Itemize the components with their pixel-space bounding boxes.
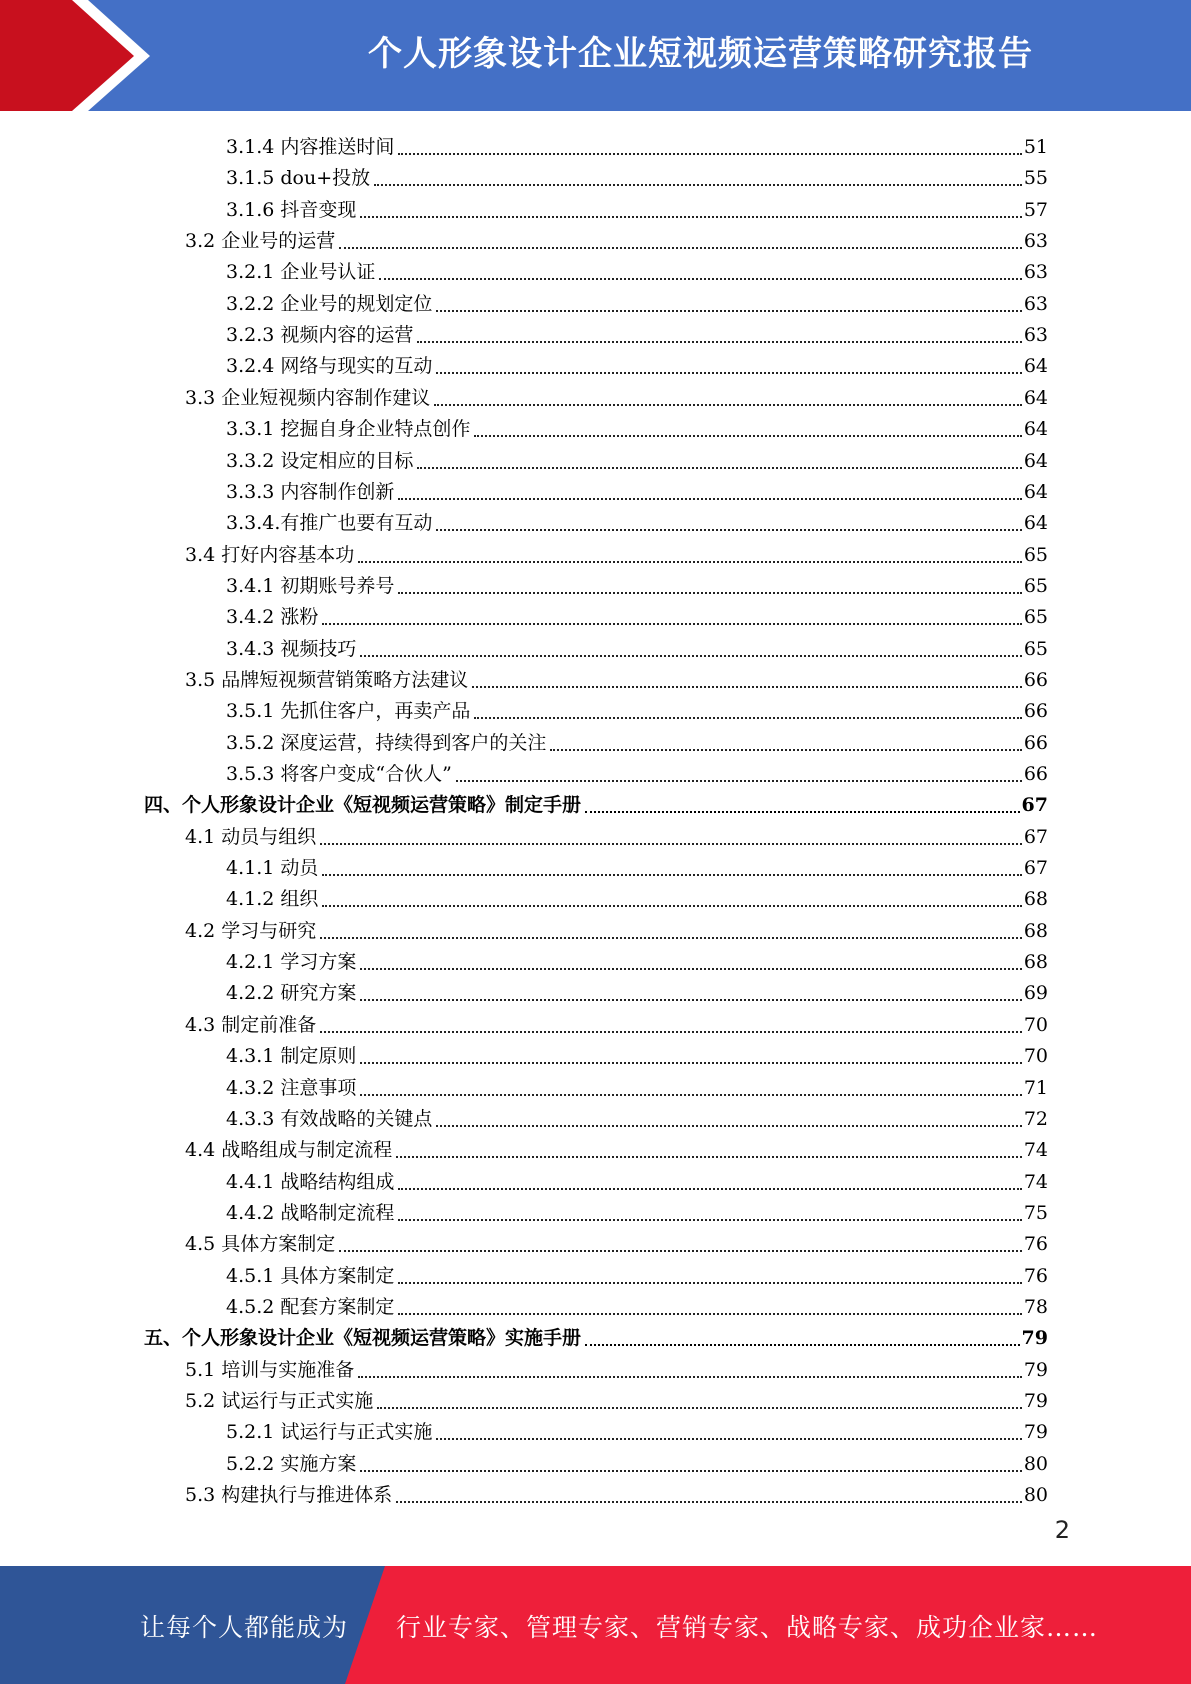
toc-leader-dots	[398, 139, 1021, 155]
toc-entry-label: 3.2.3 视频内容的运营	[226, 324, 414, 347]
toc-entry-label: 4.5.1 具体方案制定	[226, 1264, 395, 1287]
toc-entry-label: 3.3.4.有推广也要有互动	[226, 512, 433, 535]
toc-entry[interactable]	[226, 128, 1048, 159]
toc-entry-label: 3.2 企业号的运营	[185, 230, 336, 253]
toc-entry[interactable]	[226, 1163, 1048, 1194]
footer-banner	[0, 1566, 1191, 1684]
toc-entry[interactable]	[185, 536, 1048, 567]
toc-entry-label: 3.3.1 挖掘自身企业特点创作	[226, 418, 471, 441]
toc-entry-page: 63	[1023, 324, 1048, 347]
toc-entry-label: 3.3 企业短视频内容制作建议	[185, 386, 431, 409]
toc-entry-page: 64	[1023, 386, 1048, 409]
toc-entry-page: 64	[1023, 418, 1048, 441]
toc-entry-label: 3.5.3 将客户变成“合伙人”	[226, 763, 452, 785]
toc-leader-dots	[339, 1236, 1022, 1252]
toc-entry-page: 70	[1023, 1013, 1048, 1036]
toc-entry-page: 74	[1023, 1170, 1048, 1193]
toc-entry[interactable]	[185, 1006, 1048, 1037]
toc-entry-label: 四、个人形象设计企业《短视频运营策略》制定手册	[144, 794, 582, 817]
toc-entry-label: 3.4.3 视频技巧	[226, 637, 357, 660]
toc-leader-dots	[320, 1017, 1022, 1033]
toc-entry-page: 72	[1023, 1107, 1048, 1130]
toc-leader-dots	[360, 1456, 1021, 1472]
toc-entry-label: 3.4 打好内容基本功	[185, 543, 355, 566]
toc-entry[interactable]	[226, 1288, 1048, 1319]
toc-entry[interactable]	[226, 253, 1048, 284]
toc-entry[interactable]	[185, 1382, 1048, 1413]
toc-entry[interactable]	[226, 285, 1048, 316]
toc-entry[interactable]	[226, 1069, 1048, 1100]
toc-entry-page: 79	[1023, 1390, 1048, 1412]
toc-leader-dots	[550, 735, 1021, 751]
toc-entry[interactable]	[185, 1225, 1048, 1256]
toc-entry-label: 5.1 培训与实施准备	[185, 1358, 355, 1381]
toc-entry-label: 3.5.1 先抓住客户，再卖产品	[226, 700, 471, 723]
toc-leader-dots	[472, 672, 1022, 688]
toc-entry-label: 五、个人形象设计企业《短视频运营策略》实施手册	[144, 1327, 582, 1350]
toc-entry[interactable]	[226, 755, 1048, 786]
toc-entry[interactable]	[144, 786, 1048, 817]
toc-leader-dots	[322, 891, 1021, 907]
toc-entry[interactable]	[226, 504, 1048, 535]
toc-entry[interactable]	[226, 1194, 1048, 1225]
toc-leader-dots	[374, 170, 1022, 186]
toc-leader-dots	[585, 1330, 1020, 1346]
toc-entry-page: 80	[1023, 1484, 1048, 1507]
toc-leader-dots	[396, 1487, 1022, 1503]
toc-entry-page: 65	[1023, 543, 1048, 566]
toc-entry-page: 79	[1023, 1358, 1048, 1381]
toc-entry[interactable]	[226, 880, 1048, 911]
toc-leader-dots	[436, 1424, 1021, 1440]
toc-entry-page: 63	[1023, 292, 1048, 315]
toc-entry-label: 3.1.4 内容推送时间	[226, 136, 395, 158]
toc-entry[interactable]	[226, 1100, 1048, 1131]
toc-entry-label: 4.4 战略组成与制定流程	[185, 1139, 393, 1162]
page-number: 2	[1054, 1516, 1070, 1544]
footer-slogan-right: 行业专家、管理专家、营销专家、战略专家、成功企业家……	[396, 1613, 1099, 1642]
toc-entry-label: 4.2.1 学习方案	[226, 951, 357, 974]
toc-entry-label: 4.3.3 有效战略的关键点	[226, 1107, 433, 1130]
toc-entry-label: 4.2.2 研究方案	[226, 982, 357, 1005]
toc-entry-page: 67	[1023, 857, 1048, 880]
toc-leader-dots	[379, 264, 1021, 280]
toc-entry-label: 4.3.2 注意事项	[226, 1076, 357, 1099]
toc-entry-page: 70	[1023, 1045, 1048, 1068]
toc-entry-label: 4.1.2 组织	[226, 888, 319, 911]
toc-leader-dots	[320, 923, 1022, 939]
toc-entry-page: 76	[1023, 1233, 1048, 1256]
toc-entry-label: 4.4.2 战略制定流程	[226, 1201, 395, 1224]
toc-entry-page: 71	[1023, 1076, 1048, 1099]
toc-entry-page: 51	[1023, 136, 1048, 158]
toc-leader-dots	[436, 1111, 1021, 1127]
toc-entry-page: 64	[1023, 480, 1048, 503]
toc-leader-dots	[360, 202, 1021, 218]
toc-leader-dots	[322, 860, 1021, 876]
toc-leader-dots	[398, 1268, 1021, 1284]
toc-entry[interactable]	[185, 912, 1048, 943]
toc-entry-page: 67	[1021, 794, 1048, 817]
toc-leader-dots	[436, 358, 1021, 374]
toc-entry-label: 4.3.1 制定原则	[226, 1045, 357, 1068]
toc-entry-label: 4.5 具体方案制定	[185, 1233, 336, 1256]
toc-entry-page: 66	[1023, 763, 1048, 785]
toc-entry-label: 3.1.6 抖音变现	[226, 198, 357, 221]
toc-leader-dots	[360, 985, 1021, 1001]
toc-entry-label: 4.2 学习与研究	[185, 919, 317, 942]
toc-entry[interactable]	[185, 222, 1048, 253]
toc-leader-dots	[417, 453, 1021, 469]
toc-entry-page: 66	[1023, 668, 1048, 691]
toc-leader-dots	[322, 609, 1021, 625]
document-title: 个人形象设计企业短视频运营策略研究报告	[368, 34, 1033, 74]
toc-entry-page: 64	[1023, 355, 1048, 378]
toc-entry-page: 63	[1023, 230, 1048, 253]
toc-leader-dots	[396, 1142, 1022, 1158]
toc-leader-dots	[456, 766, 1022, 782]
toc-entry[interactable]	[226, 442, 1048, 473]
toc-entry-label: 3.4.2 涨粉	[226, 606, 319, 629]
toc-entry-page: 67	[1023, 825, 1048, 848]
toc-entry[interactable]	[226, 974, 1048, 1005]
toc-entry-label: 3.4.1 初期账号养号	[226, 574, 395, 597]
toc-leader-dots	[417, 327, 1021, 343]
footer-slogan-left: 让每个人都能成为	[140, 1613, 349, 1642]
toc-entry-label: 5.3 构建执行与推进体系	[185, 1484, 393, 1507]
toc-entry-page: 74	[1023, 1139, 1048, 1162]
toc-entry-label: 5.2.1 试运行与正式实施	[226, 1421, 433, 1444]
toc-entry-page: 69	[1023, 982, 1048, 1005]
toc-entry-page: 63	[1023, 261, 1048, 284]
toc-entry[interactable]	[185, 818, 1048, 849]
toc-entry-page: 65	[1023, 574, 1048, 597]
toc-entry-label: 5.2.2 实施方案	[226, 1452, 357, 1475]
toc-entry-page: 66	[1023, 731, 1048, 754]
toc-entry-label: 4.1 动员与组织	[185, 825, 317, 848]
toc-entry-page: 78	[1023, 1295, 1048, 1318]
toc-leader-dots	[398, 1205, 1021, 1221]
toc-entry[interactable]	[226, 159, 1048, 190]
toc-entry[interactable]	[226, 191, 1048, 222]
toc-leader-dots	[360, 954, 1021, 970]
toc-entry[interactable]	[226, 692, 1048, 723]
toc-leader-dots	[358, 1362, 1022, 1378]
toc-entry-page: 65	[1023, 606, 1048, 629]
toc-entry[interactable]	[226, 849, 1048, 880]
toc-entry-label: 3.1.5 dou+投放	[226, 167, 371, 190]
toc-entry-label: 3.2.4 网络与现实的互动	[226, 355, 433, 378]
toc-entry[interactable]	[226, 567, 1048, 598]
toc-entry-label: 4.1.1 动员	[226, 857, 319, 880]
toc-entry-page: 80	[1023, 1452, 1048, 1475]
toc-entry-page: 64	[1023, 512, 1048, 535]
toc-entry-label: 4.5.2 配套方案制定	[226, 1295, 395, 1318]
toc-entry[interactable]	[185, 661, 1048, 692]
toc-leader-dots	[585, 797, 1020, 813]
toc-entry-page: 55	[1023, 167, 1048, 190]
toc-entry-page: 68	[1023, 951, 1048, 974]
toc-entry-page: 65	[1023, 637, 1048, 660]
toc-entry[interactable]	[226, 1413, 1048, 1444]
toc-entry[interactable]	[226, 347, 1048, 378]
toc-entry-label: 4.4.1 战略结构组成	[226, 1170, 395, 1193]
toc-entry-page: 75	[1023, 1201, 1048, 1224]
toc-entry-label: 5.2 试运行与正式实施	[185, 1390, 374, 1412]
toc-entry[interactable]	[226, 630, 1048, 661]
toc-leader-dots	[358, 547, 1022, 563]
toc-leader-dots	[339, 233, 1022, 249]
toc-leader-dots	[360, 1080, 1021, 1096]
toc-entry-label: 3.2.1 企业号认证	[226, 261, 376, 284]
toc-entry-page: 76	[1023, 1264, 1048, 1287]
toc-entry[interactable]	[226, 410, 1048, 441]
toc-leader-dots	[398, 484, 1021, 500]
toc-entry-label: 3.3.3 内容制作创新	[226, 480, 395, 503]
toc-entry-label: 3.2.2 企业号的规划定位	[226, 292, 433, 315]
toc-entry[interactable]	[226, 1037, 1048, 1068]
toc-entry-label: 4.3 制定前准备	[185, 1013, 317, 1036]
toc-entry-label: 3.5.2 深度运营，持续得到客户的关注	[226, 731, 547, 754]
toc-leader-dots	[474, 703, 1021, 719]
toc-entry[interactable]	[226, 1445, 1048, 1476]
toc-leader-dots	[434, 390, 1022, 406]
toc-leader-dots	[436, 296, 1021, 312]
toc-entry-label: 3.5 品牌短视频营销策略方法建议	[185, 668, 469, 691]
toc-leader-dots	[398, 1174, 1021, 1190]
toc-entry-page: 68	[1023, 919, 1048, 942]
toc-entry[interactable]	[226, 943, 1048, 974]
toc-entry[interactable]	[226, 316, 1048, 347]
toc-leader-dots	[360, 641, 1021, 657]
toc-leader-dots	[320, 829, 1022, 845]
toc-entry[interactable]	[226, 724, 1048, 755]
toc-entry[interactable]	[185, 1351, 1048, 1382]
toc-entry[interactable]	[185, 379, 1048, 410]
toc-leader-dots	[398, 578, 1021, 594]
toc-leader-dots	[377, 1393, 1022, 1409]
toc-leader-dots	[436, 515, 1021, 531]
toc-entry[interactable]	[226, 598, 1048, 629]
toc-entry-page: 68	[1023, 888, 1048, 911]
toc-leader-dots	[360, 1048, 1021, 1064]
toc-entry-label: 3.3.2 设定相应的目标	[226, 449, 414, 472]
toc-entry-page: 79	[1021, 1327, 1048, 1350]
toc-entry-page: 79	[1023, 1421, 1048, 1444]
toc-leader-dots	[398, 1299, 1021, 1315]
toc-entry[interactable]	[226, 1257, 1048, 1288]
toc-entry[interactable]	[144, 1319, 1048, 1350]
toc-entry-page: 64	[1023, 449, 1048, 472]
header-banner	[0, 0, 1191, 111]
toc-entry-page: 57	[1023, 198, 1048, 221]
toc-leader-dots	[474, 421, 1021, 437]
toc-entry[interactable]	[226, 473, 1048, 504]
toc-entry[interactable]	[185, 1131, 1048, 1162]
toc-entry-page: 66	[1023, 700, 1048, 723]
toc-entry[interactable]	[185, 1476, 1048, 1507]
